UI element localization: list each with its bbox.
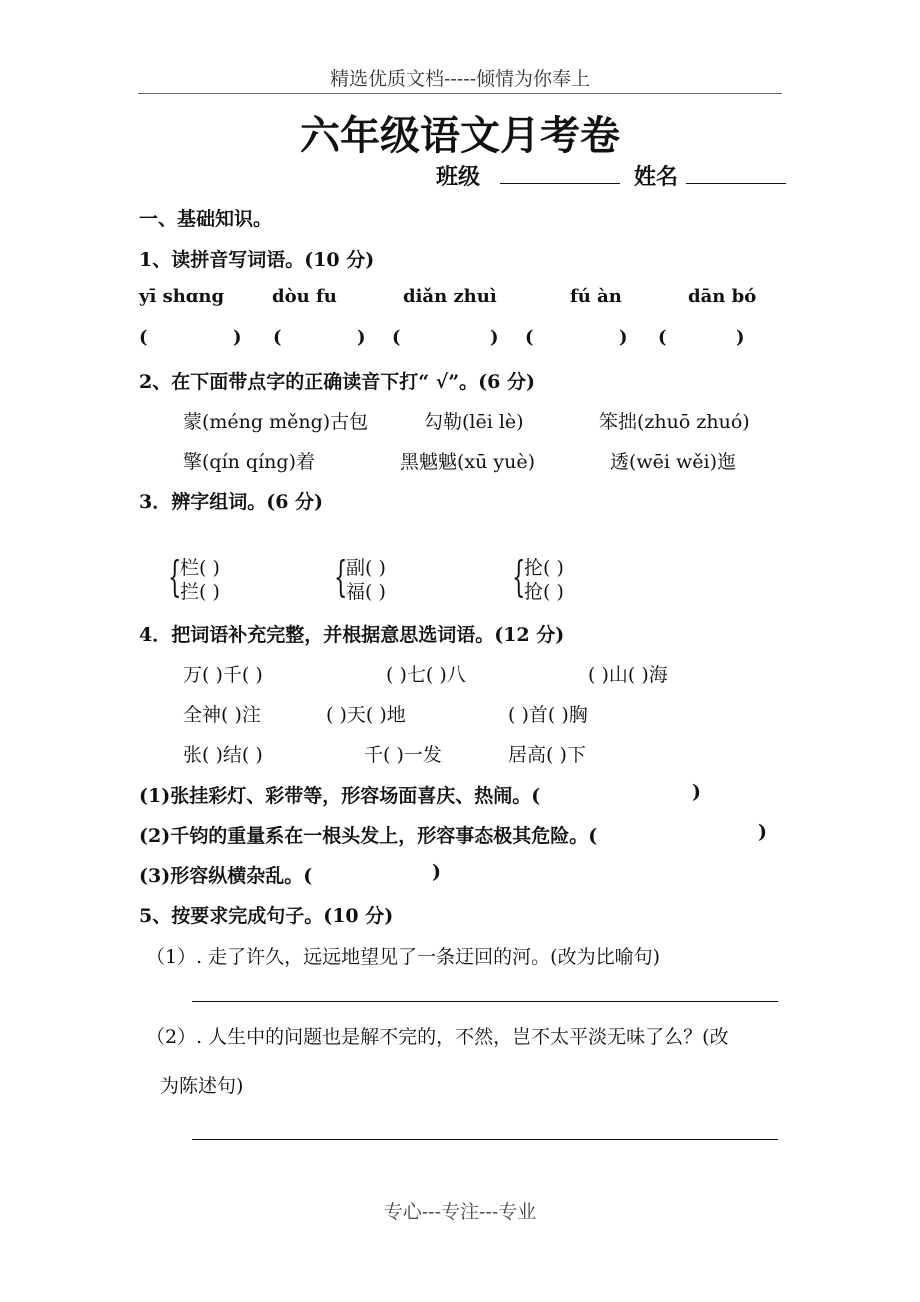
q4-idiom-2: ( )七( )八 bbox=[386, 664, 466, 686]
q4-idiom-8: 千( )一发 bbox=[364, 744, 442, 766]
q4-meaning-1-close: ) bbox=[692, 781, 701, 803]
q1-answer-open-3: ( bbox=[392, 327, 401, 348]
q3-group-3-bottom: 抢( ) bbox=[524, 581, 564, 603]
q3-group-1-bottom: 拦( ) bbox=[180, 581, 220, 603]
class-field bbox=[436, 160, 620, 191]
q4-meaning-2: (2)千钧的重量系在一根头发上，形容事态极其危险。( bbox=[139, 825, 598, 847]
q5-answer-line-1[interactable] bbox=[192, 1001, 778, 1002]
q5-sentence-1: （1）. 走了许久，远远地望见了一条迂回的河。(改为比喻句) bbox=[146, 946, 660, 968]
q3-group-1-top: 栏( ) bbox=[180, 557, 220, 579]
q5-sentence-2: （2）. 人生中的问题也是解不完的，不然，岂不太平淡无味了么？(改 bbox=[146, 1026, 729, 1048]
q1-answer-open-1: ( bbox=[139, 327, 148, 348]
q1-answer-close-1: ) bbox=[233, 327, 242, 348]
q3-brace-2: { bbox=[334, 552, 348, 601]
q1-answer-open-2: ( bbox=[273, 327, 282, 348]
q3-group-2-bottom: 福( ) bbox=[346, 581, 386, 603]
q4-meaning-1: (1)张挂彩灯、彩带等，形容场面喜庆、热闹。( bbox=[139, 785, 541, 807]
q5-sentence-2-cont: 为陈述句) bbox=[160, 1075, 244, 1097]
q2-item-3: 笨拙(zhuō zhuó) bbox=[599, 411, 750, 433]
q3-group-2-top: 副( ) bbox=[346, 557, 386, 579]
q3-title: 3．辨字组词。(6 分) bbox=[139, 491, 324, 513]
header-rule bbox=[138, 93, 782, 94]
q4-idiom-4: 全神( )注 bbox=[183, 704, 261, 726]
q1-answer-close-2: ) bbox=[357, 327, 366, 348]
section-basic-knowledge: 一、基础知识。 bbox=[139, 208, 273, 230]
q2-item-1: 蒙(méng měng)古包 bbox=[183, 411, 369, 433]
q3-group-3-top: 抡( ) bbox=[524, 557, 564, 579]
q2-item-4: 擎(qín qíng)着 bbox=[183, 451, 315, 473]
page-header: 精选优质文档-----倾情为你奉上 bbox=[329, 68, 591, 90]
q1-pinyin-1: yī shɑng bbox=[139, 286, 225, 307]
q3-group-1 bbox=[180, 556, 220, 604]
q1-answer-close-5: ) bbox=[736, 327, 745, 348]
q4-meaning-3-close: ) bbox=[432, 861, 441, 883]
q4-idiom-5: ( )天( )地 bbox=[326, 704, 406, 726]
q4-meaning-3: (3)形容纵横杂乱。( bbox=[139, 865, 313, 887]
q4-idiom-3: ( )山( )海 bbox=[588, 664, 668, 686]
q1-pinyin-3: diǎn zhuì bbox=[403, 286, 497, 307]
name-blank[interactable] bbox=[686, 163, 786, 184]
name-label: 姓名 bbox=[634, 164, 679, 190]
class-label: 班级 bbox=[436, 164, 481, 190]
name-field bbox=[634, 160, 786, 191]
q3-brace-1: { bbox=[168, 552, 182, 601]
q2-item-2: 勾勒(lēi lè) bbox=[424, 411, 524, 433]
q1-pinyin-4: fú àn bbox=[570, 286, 622, 307]
class-blank[interactable] bbox=[500, 163, 620, 184]
q1-pinyin-2: dòu fu bbox=[272, 286, 337, 307]
q4-idiom-1: 万( )千( ) bbox=[183, 664, 263, 686]
q3-brace-3: { bbox=[512, 552, 526, 601]
q4-idiom-6: ( )首( )胸 bbox=[508, 704, 588, 726]
q1-pinyin-5: dān bó bbox=[688, 286, 757, 307]
q2-title: 2、在下面带点字的正确读音下打“ √”。(6 分) bbox=[139, 371, 535, 393]
q4-idiom-9: 居高( )下 bbox=[508, 744, 586, 766]
q3-group-2 bbox=[346, 556, 386, 604]
page-footer: 专心---专注---专业 bbox=[383, 1201, 537, 1223]
q1-answer-open-5: ( bbox=[658, 327, 667, 348]
page-title: 六年级语文月考卷 bbox=[300, 112, 620, 159]
q4-meaning-2-close: ) bbox=[758, 821, 767, 843]
q2-item-6: 透(wēi wěi)迤 bbox=[610, 451, 737, 473]
q1-answer-close-4: ) bbox=[619, 327, 628, 348]
q5-answer-line-2[interactable] bbox=[192, 1139, 778, 1140]
q1-answer-open-4: ( bbox=[525, 327, 534, 348]
q2-item-5: 黑魆魆(xū yuè) bbox=[400, 451, 536, 473]
q3-group-3 bbox=[524, 556, 564, 604]
q1-answer-close-3: ) bbox=[490, 327, 499, 348]
q4-idiom-7: 张( )结( ) bbox=[183, 744, 263, 766]
q5-title: 5、按要求完成句子。(10 分) bbox=[139, 905, 394, 927]
q4-title: 4．把词语补充完整，并根据意思选词语。(12 分) bbox=[139, 624, 565, 646]
q1-title: 1、读拼音写词语。(10 分) bbox=[139, 249, 375, 271]
